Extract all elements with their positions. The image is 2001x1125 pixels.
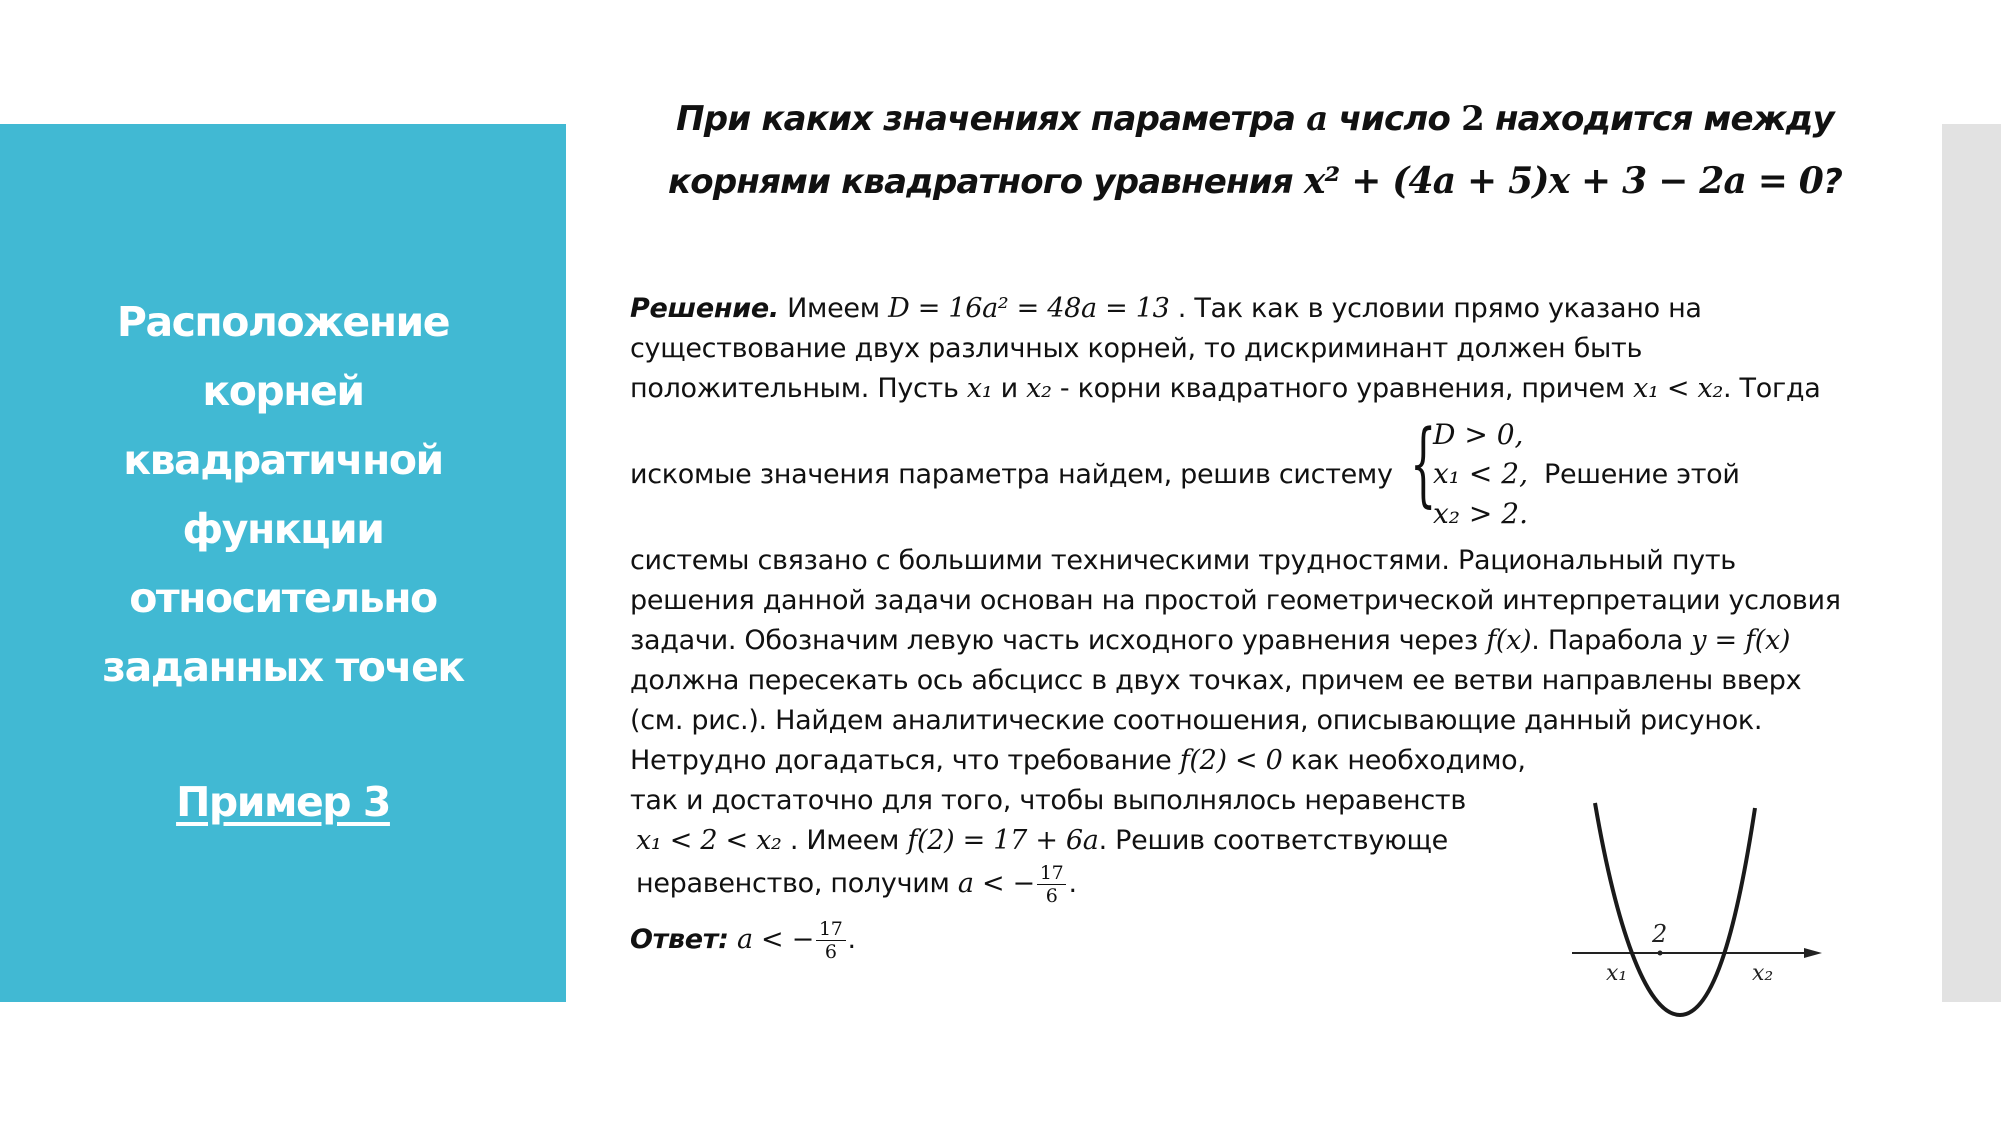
solution-line-10: Нетрудно догадаться, что требование f(2) < 0 как необходимо,: [630, 745, 1526, 776]
solution-line-4b: Решение этой: [1544, 459, 1740, 490]
solution-line-7: задачи. Обозначим левую часть исходного уравнения через f(x). Парабола y = f(x): [630, 625, 1791, 656]
solution-line-3: положительным. Пусть x₁ и x₂ - корни квадратного уравнения, причем x₁ < x₂. Тогда: [630, 373, 1821, 404]
title-line: функции: [182, 505, 384, 553]
solution-line-4: искомые значения параметра найдем, решив систему: [630, 459, 1393, 490]
problem-line-2: корнями квадратного уравнения x² + (4a + 5)x + 3 − 2a = 0?: [668, 160, 1842, 202]
title-line: корней: [202, 367, 364, 415]
problem-line-1: При каких значениях параметра a число 2 находится между: [676, 99, 1834, 139]
solution-line-5: системы связано с большими техническими трудностями. Рациональный путь: [630, 545, 1736, 576]
slide-section-title: [0, 288, 566, 702]
solution-label: Решение.: [630, 293, 779, 324]
title-line: квадратичной: [123, 436, 443, 484]
fraction: $\frac{17}{6}$: [1037, 862, 1067, 907]
system-eq-1: D > 0,: [1433, 418, 1524, 451]
parabola-figure: [1560, 800, 1830, 1020]
system-brace: {: [1410, 410, 1437, 517]
problem-statement: [600, 88, 1910, 213]
solution-line-2: существование двух различных корней, то дискриминант должен быть: [630, 333, 1643, 364]
solution-line-8: должна пересекать ось абсцисс в двух точках, причем ее ветви направлены вверх: [630, 665, 1802, 696]
title-line: относительно: [129, 574, 437, 622]
solution-line-13: неравенство, получим a < − $\frac{17}{6}$ .: [636, 862, 1077, 907]
example-heading: [0, 778, 566, 826]
answer-fraction: $\frac{17}{6}$: [816, 918, 846, 963]
solution-line-1: Решение. Имеем D = 16a² = 48a = 13 . Так как в условии прямо указано на: [630, 293, 1702, 324]
axis-arrow-icon: [1804, 948, 1822, 958]
discriminant-formula: D = 16a² = 48a = 13: [888, 293, 1170, 324]
solution-line-11: так и достаточно для того, чтобы выполнялось неравенств: [630, 785, 1466, 816]
system-eq-2: x₁ < 2,: [1433, 457, 1528, 490]
label-x2: x₂: [1752, 961, 1774, 986]
answer-line: Ответ: a < − $\frac{17}{6}$ .: [630, 918, 856, 963]
solution-line-9: (см. рис.). Найдем аналитические соотношения, описывающие данный рисунок.: [630, 705, 1763, 736]
answer-label: Ответ:: [630, 924, 729, 955]
solution-line-6: решения данной задачи основан на простой геометрической интерпретации условия: [630, 585, 1841, 616]
label-2: 2: [1652, 920, 1668, 948]
title-line: Расположение: [116, 298, 450, 346]
right-decor-bar: [1942, 124, 2001, 1002]
problem-equation: x² + (4a + 5)x + 3 − 2a = 0: [1303, 160, 1824, 202]
title-line: заданных точек: [102, 643, 464, 691]
system-eq-3: x₂ > 2.: [1433, 497, 1528, 530]
label-x1: x₁: [1606, 961, 1628, 986]
solution-line-12: x₁ < 2 < x₂ . Имеем f(2) = 17 + 6a. Решив соответствующе: [636, 825, 1448, 856]
example-link[interactable]: Пример 3: [176, 778, 390, 826]
point-2: [1658, 951, 1663, 956]
